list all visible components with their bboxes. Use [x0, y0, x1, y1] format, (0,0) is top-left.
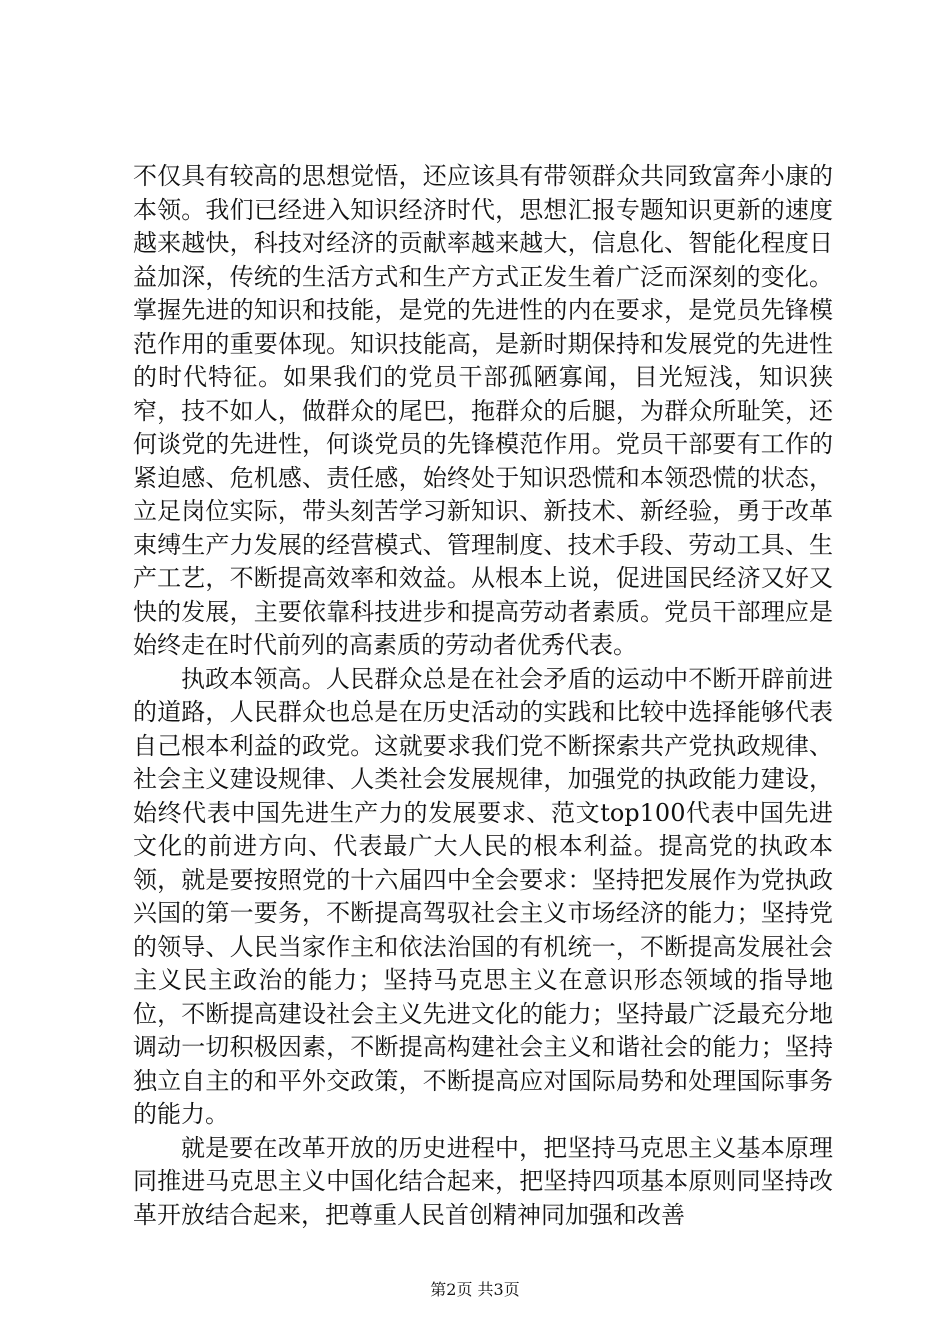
paragraph-3: 就是要在改革开放的历史进程中，把坚持马克思主义基本原理同推进马克思主义中国化结合起来，把坚持四项基本原则同坚持改革开放结合起来，把尊重人民首创精神同加强和改善 [133, 1133, 833, 1229]
paragraph-2: 执政本领高。人民群众总是在社会矛盾的运动中不断开辟前进的道路，人民群众也总是在历史活动的实践和比较中选择能够代表自己根本利益的政党。这就要求我们党不断探索共产党执政规律、社会主义建设规律、人类社会发展规律，加强党的执政能力建设，始终代表中国先进生产力的发展要求、范文top100代表中国先进文化的前进方向、代表最广大人民的根本利益。提高党的执政本领，就是要按照党的十六届四中全会要求：坚持把发展作为党执政兴国的第一要务，不断提高驾驭社会主义市场经济的能力；坚持党的领导、人民当家作主和依法治国的有机统一，不断提高发展社会主义民主政治的能力；坚持马克思主义在意识形态领域的指导地位，不断提高建设社会主义先进文化的能力；坚持最广泛最充分地调动一切积极因素，不断提高构建社会主义和谐社会的能力；坚持独立自主的和平外交政策，不断提高应对国际局势和处理国际事务的能力。 [133, 664, 833, 1128]
paragraph-1: 不仅具有较高的思想觉悟，还应该具有带领群众共同致富奔小康的本领。我们已经进入知识经济时代，思想汇报专题知识更新的速度越来越快，科技对经济的贡献率越来越大，信息化、智能化程度日益加深，传统的生活方式和生产方式正发生着广泛而深刻的变化。掌握先进的知识和技能，是党的先进性的内在要求，是党员先锋模范作用的重要体现。知识技能高，是新时期保持和发展党的先进性的时代特征。如果我们的党员干部孤陋寡闻，目光短浅，知识狭窄，技不如人，做群众的尾巴，拖群众的后腿，为群众所耻笑，还何谈党的先进性，何谈党员的先锋模范作用。党员干部要有工作的紧迫感、危机感、责任感，始终处于知识恐慌和本领恐慌的状态，立足岗位实际，带头刻苦学习新知识、新技术、新经验，勇于改革束缚生产力发展的经营模式、管理制度、技术手段、劳动工具、生产工艺，不断提高效率和效益。从根本上说，促进国民经济又好又快的发展，主要依靠科技进步和提高劳动者素质。党员干部理应是始终走在时代前列的高素质的劳动者优秀代表。 [133, 162, 833, 659]
page-footer: 第2页 共3页 [430, 1280, 520, 1299]
document-body [133, 160, 833, 1232]
